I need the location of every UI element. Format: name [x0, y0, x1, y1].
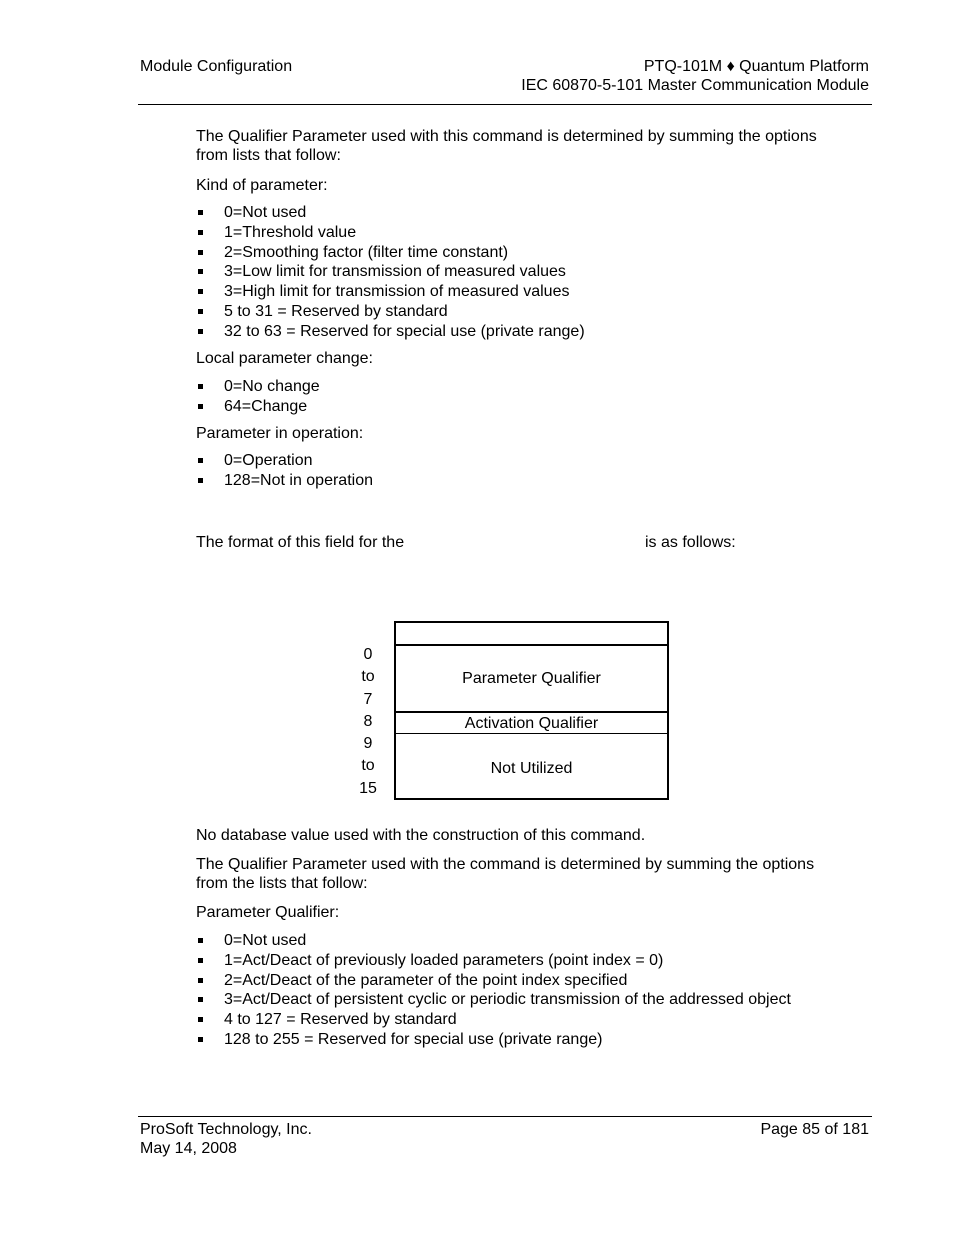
no-database-block [196, 826, 836, 845]
intro-paragraph-block [196, 127, 836, 165]
kind-of-parameter-text: Kind of parameter: [196, 177, 328, 194]
table-row-divider [396, 711, 667, 713]
local-parameter-change-label: Local parameter change: [196, 350, 373, 367]
format-sentence-prefix: The format of this field for the [196, 534, 405, 551]
qualifier-paragraph: The Qualifier Parameter used with the command is determined by summing the options from the lists that follow: [196, 856, 815, 892]
list-item: 128=Not in operation [196, 471, 836, 491]
footer-company: ProSoft Technology, Inc. [140, 1121, 312, 1138]
list-item: 4 to 127 = Reserved by standard [196, 1010, 796, 1030]
parameter-qualifier-list-block [196, 931, 796, 1050]
list-item: 3=High limit for transmission of measured values [196, 282, 836, 302]
format-sentence-suffix: is as follows: [645, 534, 736, 551]
kind-of-parameter-label [196, 176, 836, 195]
list-item: 0=Operation [196, 451, 836, 471]
list-item: 2=Smoothing factor (filter time constant) [196, 243, 836, 263]
header-product-line2: IEC 60870-5-101 Master Communication Module [521, 77, 869, 94]
list-item: 32 to 63 = Reserved for special use (private range) [196, 322, 836, 342]
list-item: 0=Not used [196, 931, 796, 951]
no-database-sentence: No database value used with the construction of this command. [196, 827, 646, 844]
table-cell-activation-qualifier: Activation Qualifier [464, 715, 599, 732]
list-item: 128 to 255 = Reserved for special use (private range) [196, 1030, 796, 1050]
list-item: 64=Change [196, 397, 836, 417]
list-item: 1=Act/Deact of previously loaded parameters (point index = 0) [196, 951, 796, 971]
bit-range-0-7 [348, 644, 388, 711]
table-cell-parameter-qualifier: Parameter Qualifier [462, 670, 601, 687]
header-section-title: Module Configuration [140, 58, 293, 75]
qualifier-paragraph-block [196, 855, 816, 893]
parameter-in-operation-label: Parameter in operation: [196, 425, 364, 442]
parameter-qualifier-label: Parameter Qualifier: [196, 904, 340, 921]
table-row-divider [396, 733, 667, 734]
local-parameter-change-label-block [196, 349, 836, 368]
kind-of-parameter-list-block [196, 203, 836, 342]
header-divider [138, 104, 872, 105]
list-item: 0=Not used [196, 203, 836, 223]
footer-divider [138, 1116, 872, 1117]
list-item: 5 to 31 = Reserved by standard [196, 302, 836, 322]
list-item: 3=Low limit for transmission of measured values [196, 262, 836, 282]
intro-paragraph: The Qualifier Parameter used with this command is determined by summing the options from lists that follow: [196, 128, 817, 164]
kind-of-parameter-list [196, 203, 836, 342]
local-parameter-change-list-block [196, 377, 836, 417]
parameter-qualifier-label-block [196, 903, 836, 922]
bit-label: 15 [359, 779, 377, 797]
list-item: 3=Act/Deact of persistent cyclic or periodic transmission of the addressed object [196, 990, 796, 1010]
header-product [521, 57, 869, 95]
bit-label: 7 [363, 690, 373, 708]
parameter-in-operation-label-block [196, 424, 836, 443]
list-item: 0=No change [196, 377, 836, 397]
footer-page-number: Page 85 of 181 [760, 1121, 869, 1138]
table-header-divider [396, 644, 667, 646]
list-item: 1=Threshold value [196, 223, 836, 243]
table-cell-not-utilized: Not Utilized [490, 760, 573, 777]
bit-label: 0 [363, 646, 373, 663]
bit-label: to [361, 757, 375, 775]
bit-label: to [361, 668, 375, 686]
list-item: 2=Act/Deact of the parameter of the point index specified [196, 971, 796, 991]
bit-label: 8 [363, 713, 373, 730]
parameter-in-operation-list [196, 451, 836, 491]
header-product-line1: PTQ-101M ♦ Quantum Platform [643, 58, 869, 75]
parameter-qualifier-list [196, 931, 796, 1050]
bit-range-9-15 [348, 733, 388, 800]
parameter-in-operation-list-block [196, 451, 836, 491]
local-parameter-change-list [196, 377, 836, 417]
bit-8 [348, 711, 388, 733]
footer-left [140, 1120, 312, 1158]
bit-label: 9 [363, 735, 373, 752]
footer-date: May 14, 2008 [140, 1140, 237, 1157]
field-format-table [394, 621, 669, 800]
